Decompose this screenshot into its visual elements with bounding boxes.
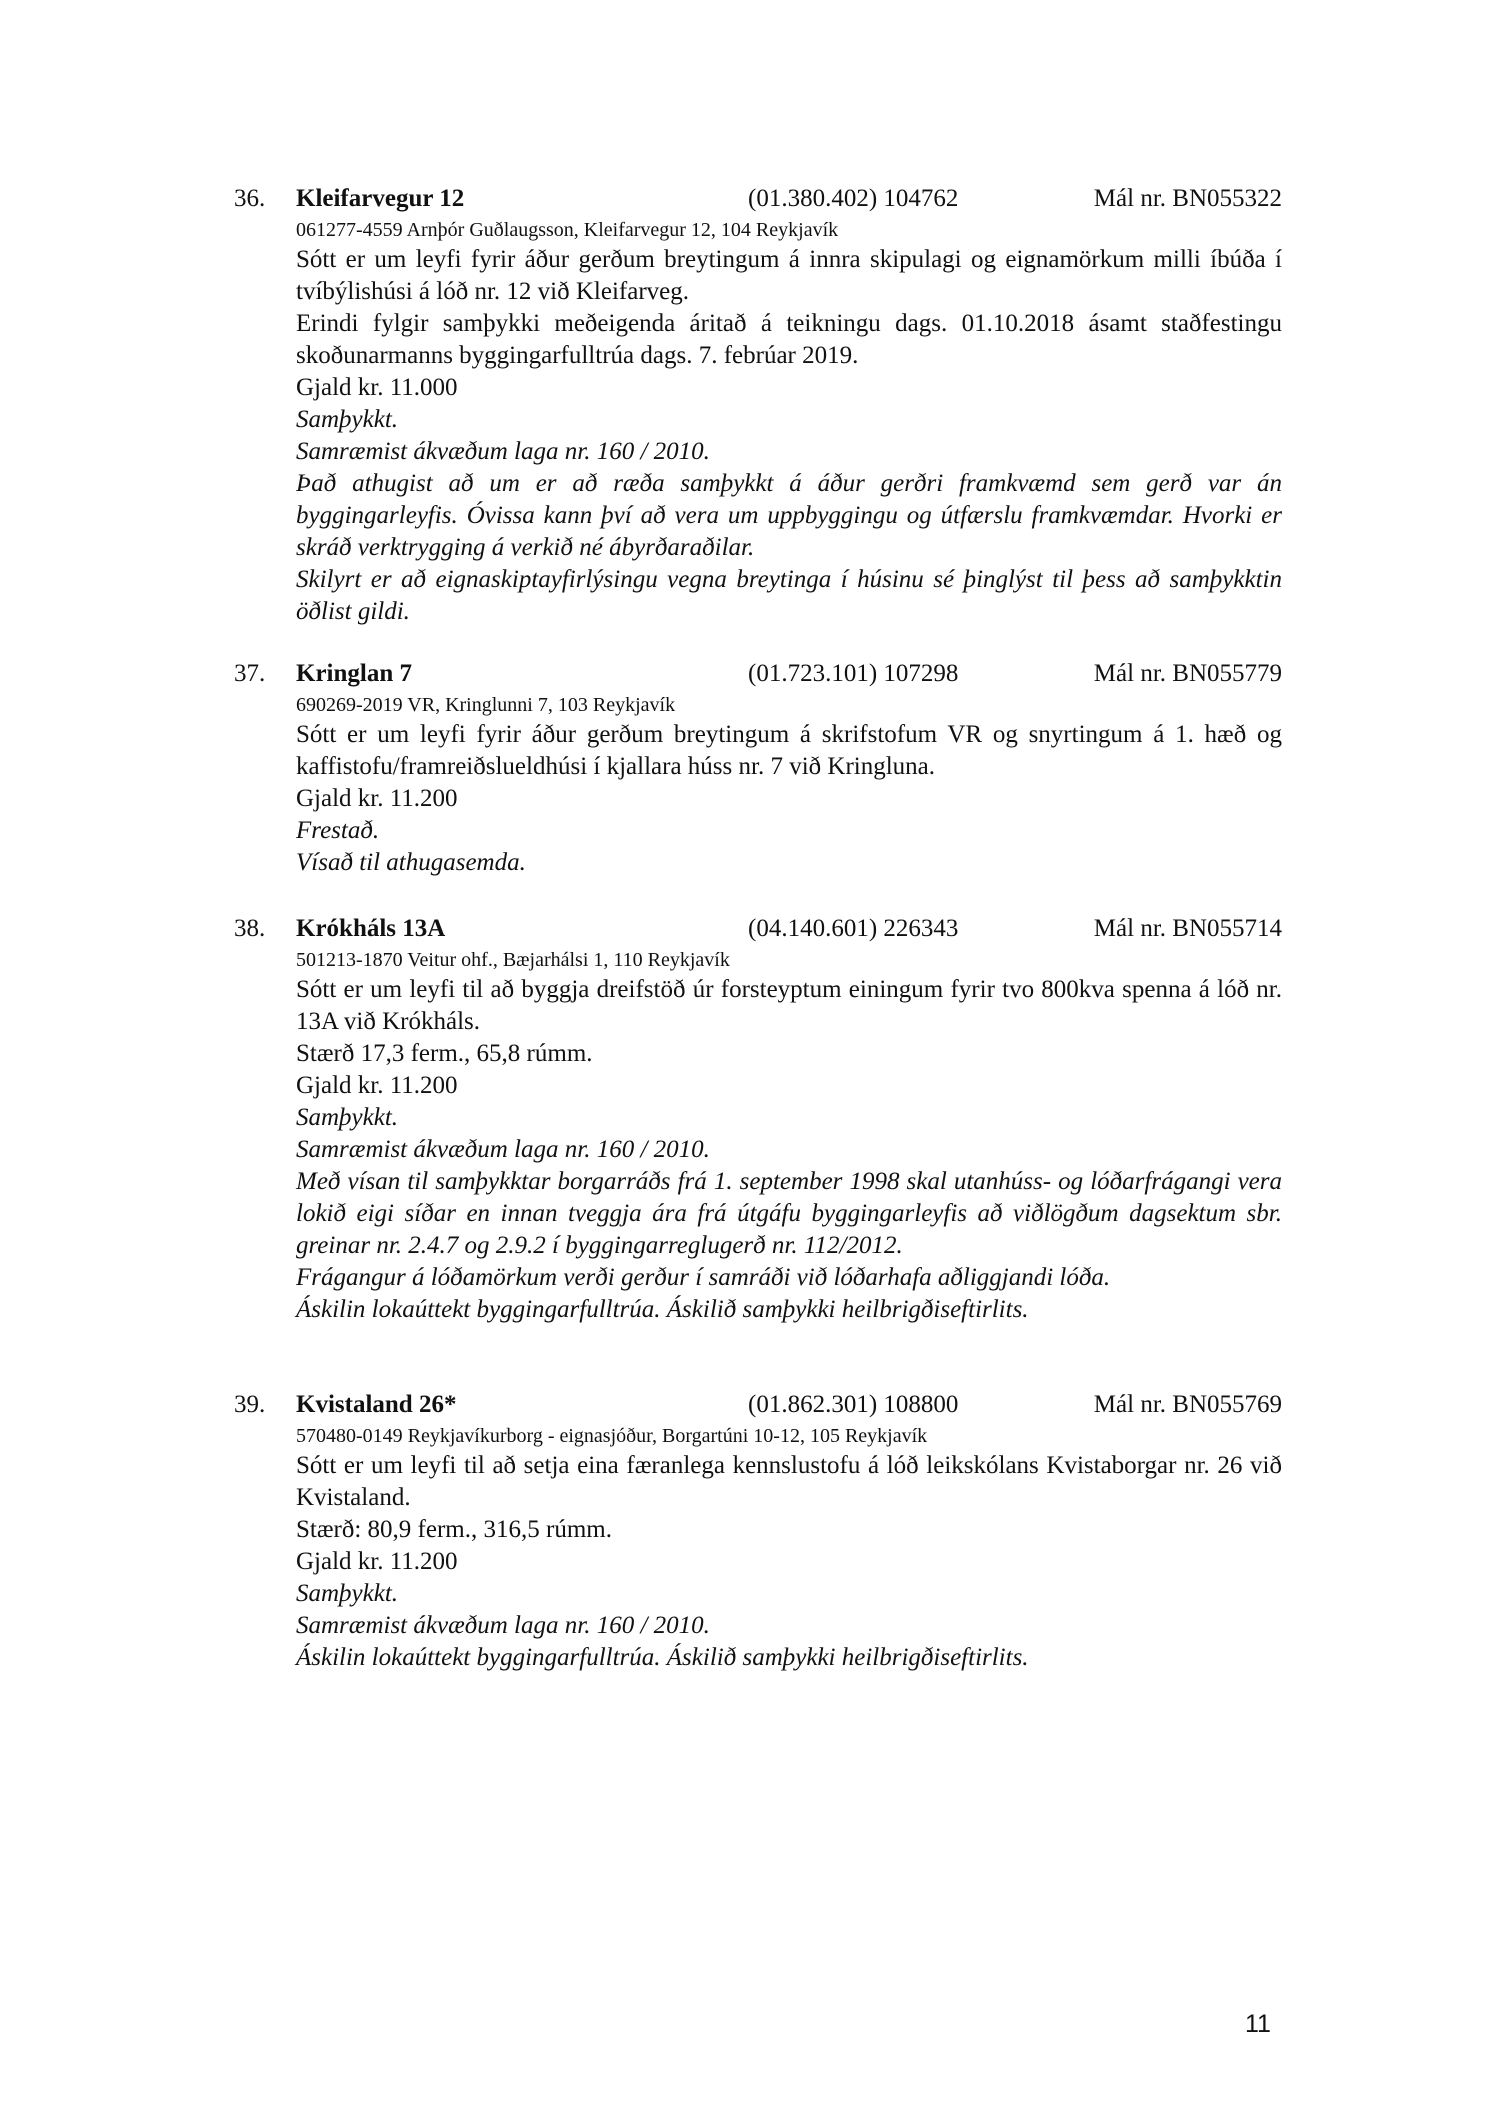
property-code: (01.380.402) 104762	[748, 185, 959, 212]
item-header	[234, 657, 1282, 691]
fee: Gjald kr. 11.200	[296, 1072, 458, 1099]
description: Sótt er um leyfi til að setja eina færanlega kennslustofu á lóð leikskólans Kvistaborgar nr. 26 við Kvistaland.	[296, 1452, 1282, 1511]
law-reference: Samræmist ákvæðum laga nr. 160 / 2010.	[296, 438, 710, 465]
note: Vísað til athugasemda.	[296, 849, 526, 876]
note: Skilyrt er að eignaskiptayfirlýsingu vegna breytinga í húsinu sé þinglýst til þess að samþykktin öðlist gildi.	[296, 566, 1282, 625]
item-header	[234, 912, 1282, 946]
fee: Gjald kr. 11.000	[296, 374, 458, 401]
applicant: 690269-2019 VR, Kringlunni 7, 103 Reykjavík	[296, 694, 676, 716]
description: Sótt er um leyfi fyrir áður gerðum breytingum á skrifstofum VR og snyrtingum á 1. hæð og kaffistofu/framreiðslueldhúsi í kjallara húss nr. 7 við Kringluna.	[296, 721, 1282, 780]
case-number: Mál nr. BN055779	[1093, 660, 1282, 687]
case-item-39	[234, 1388, 1282, 1674]
law-reference: Samræmist ákvæðum laga nr. 160 / 2010.	[296, 1612, 710, 1639]
applicant: 061277-4559 Arnþór Guðlaugsson, Kleifarvegur 12, 104 Reykjavík	[296, 219, 839, 241]
property-code: (04.140.601) 226343	[748, 915, 959, 942]
page-number: 11	[1245, 2010, 1271, 2038]
applicant: 570480-0149 Reykjavíkurborg - eignasjóður, Borgartúni 10-12, 105 Reykjavík	[296, 1425, 928, 1447]
case-number: Mál nr. BN055322	[1093, 185, 1282, 212]
case-number: Mál nr. BN055714	[1093, 915, 1282, 942]
law-reference: Samræmist ákvæðum laga nr. 160 / 2010.	[296, 1136, 710, 1163]
decision: Frestað.	[296, 817, 380, 844]
decision: Samþykkt.	[296, 1104, 399, 1131]
applicant: 501213-1870 Veitur ohf., Bæjarhálsi 1, 110 Reykjavík	[296, 949, 730, 971]
fee: Gjald kr. 11.200	[296, 1548, 458, 1575]
decision: Samþykkt.	[296, 406, 399, 433]
item-address: Kringlan 7	[296, 660, 412, 687]
item-address: Kleifarvegur 12	[296, 185, 465, 212]
item-number: 38.	[234, 915, 266, 942]
description: Sótt er um leyfi til að byggja dreifstöð úr forsteyptum einingum fyrir tvo 800kva spenna á lóð nr. 13A við Krókháls.	[296, 976, 1282, 1035]
property-code: (01.862.301) 108800	[748, 1391, 959, 1418]
decision: Samþykkt.	[296, 1580, 399, 1607]
note: Frágangur á lóðamörkum verði gerður í samráði við lóðarhafa aðliggjandi lóða.	[296, 1264, 1111, 1291]
note: Áskilin lokaúttekt byggingarfulltrúa. Áskilið samþykki heilbrigðiseftirlits.	[296, 1296, 1029, 1323]
size: Stærð 17,3 ferm., 65,8 rúmm.	[296, 1040, 593, 1067]
item-header	[234, 1388, 1282, 1422]
case-item-37	[234, 657, 1282, 879]
note: Áskilin lokaúttekt byggingarfulltrúa. Áskilið samþykki heilbrigðiseftirlits.	[296, 1644, 1029, 1671]
note: Með vísan til samþykktar borgarráðs frá 1. september 1998 skal utanhúss- og lóðarfrágangi vera lokið eigi síðar en innan tveggja ára frá útgáfu byggingarleyfis að viðlögðum dagsektum sbr. greinar nr. 2.4.7 og 2.9.2 í byggingarreglugerð nr. 112/2012.	[296, 1168, 1282, 1259]
note: Það athugist að um er að ræða samþykkt á áður gerðri framkvæmd sem gerð var án byggingarleyfis. Óvissa kann því að vera um uppbyggingu og útfærslu framkvæmdar. Hvorki er skráð verktrygging á verkið né ábyrðaraðilar.	[296, 470, 1282, 561]
fee: Gjald kr. 11.200	[296, 785, 458, 812]
property-code: (01.723.101) 107298	[748, 660, 959, 687]
description: Sótt er um leyfi fyrir áður gerðum breytingum á innra skipulagi og eignamörkum milli íbúða í tvíbýlishúsi á lóð nr. 12 við Kleifarveg.	[296, 246, 1282, 305]
item-address: Kvistaland 26*	[296, 1391, 457, 1418]
item-number: 36.	[234, 185, 266, 212]
item-number: 37.	[234, 660, 266, 687]
extra-info: Erindi fylgir samþykki meðeigenda áritað á teikningu dags. 01.10.2018 ásamt staðfestingu skoðunarmanns byggingarfulltrúa dags. 7. febrúar 2019.	[296, 310, 1282, 369]
item-address: Krókháls 13A	[296, 915, 446, 942]
item-number: 39.	[234, 1391, 266, 1418]
case-number: Mál nr. BN055769	[1093, 1391, 1282, 1418]
case-item-36	[234, 182, 1282, 628]
case-item-38	[234, 912, 1282, 1326]
item-header	[234, 182, 1282, 216]
size: Stærð: 80,9 ferm., 316,5 rúmm.	[296, 1516, 612, 1543]
